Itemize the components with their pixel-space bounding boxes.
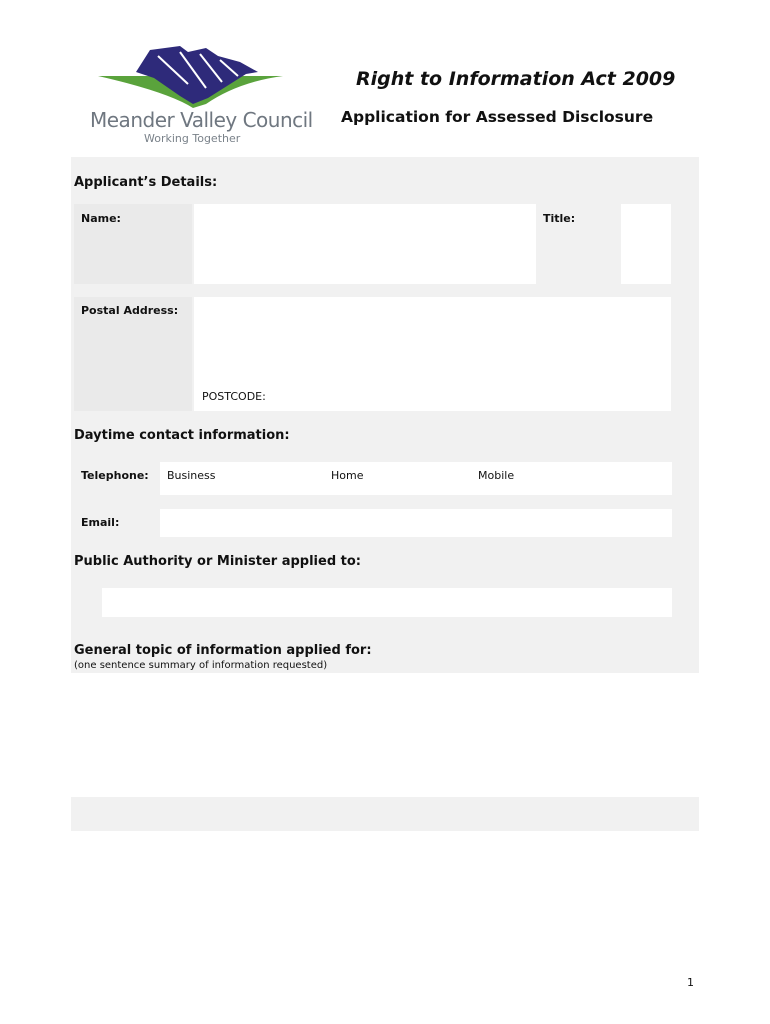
- telephone-label: Telephone:: [81, 469, 149, 482]
- topic-note: (one sentence summary of information requested): [74, 660, 328, 671]
- telephone-field[interactable]: [160, 462, 672, 495]
- title-field[interactable]: [621, 204, 671, 284]
- page-number: 1: [687, 976, 694, 989]
- business-phone-label: Business: [167, 469, 216, 482]
- title-label: Title:: [543, 212, 576, 225]
- email-label: Email:: [81, 516, 120, 529]
- form-title: Application for Assessed Disclosure: [341, 108, 654, 126]
- council-name: Meander Valley Council: [90, 108, 313, 132]
- postcode-label: POSTCODE:: [202, 390, 266, 403]
- topic-heading: General topic of information applied for:: [74, 643, 372, 658]
- email-field[interactable]: [160, 509, 672, 537]
- authority-heading: Public Authority or Minister applied to:: [74, 554, 361, 569]
- form-footer-band: [71, 797, 699, 831]
- authority-field[interactable]: [102, 588, 672, 617]
- name-label: Name:: [81, 212, 121, 225]
- applicant-heading: Applicant’s Details:: [74, 175, 218, 190]
- postal-address-label: Postal Address:: [81, 304, 179, 317]
- mobile-phone-label: Mobile: [478, 469, 515, 482]
- council-tagline: Working Together: [144, 132, 241, 145]
- contact-heading: Daytime contact information:: [74, 428, 290, 443]
- home-phone-label: Home: [331, 469, 364, 482]
- name-field[interactable]: [194, 204, 536, 284]
- act-title: Right to Information Act 2009: [356, 68, 676, 90]
